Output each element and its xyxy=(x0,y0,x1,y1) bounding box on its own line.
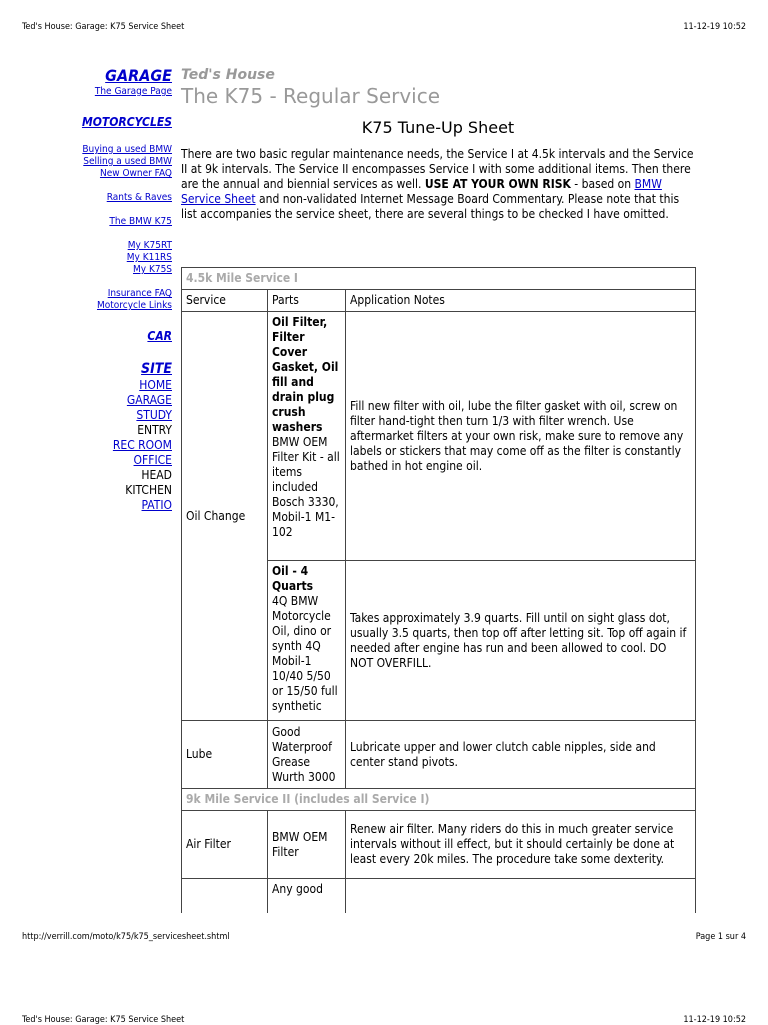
parts-oil-filter-plain: BMW OEM Filter Kit - all items included Bosch 3330, Mobil-1 M1-102 xyxy=(272,435,340,539)
sidebar-nav-head: HEAD xyxy=(141,468,172,482)
sidebar-nav-garage[interactable]: GARAGE xyxy=(126,393,172,407)
sidebar-nav-patio[interactable]: PATIO xyxy=(141,498,172,512)
notes-oil-filter: Fill new filter with oil, lube the filter gasket with oil, screw on filter hand-tight then turn 1/3 with filter wrench. Use aftermarket filters at your own risk, make sure to remove any labels or stickers that may come off as the filter is constantly bathed in hot engine oil. xyxy=(346,312,696,561)
sidebar-link-owner-faq[interactable]: New Owner FAQ xyxy=(99,168,172,179)
sheet-title: K75 Tune-Up Sheet xyxy=(361,118,515,137)
print-footer-page: Page 1 sur 4 xyxy=(695,932,746,942)
sidebar-link-k75rt[interactable]: My K75RT xyxy=(127,240,172,251)
column-header-notes: Application Notes xyxy=(346,290,696,312)
print-header-title: Ted's House: Garage: K75 Service Sheet xyxy=(22,22,185,32)
column-header-parts: Parts xyxy=(268,290,346,312)
sidebar-link-moto-links[interactable]: Motorcycle Links xyxy=(97,300,172,311)
notes-lube: Lubricate upper and lower clutch cable nipples, side and center stand pivots. xyxy=(346,721,696,789)
intro-paragraph xyxy=(181,147,695,222)
sidebar-nav-kitchen: KITCHEN xyxy=(125,483,172,497)
parts-oil-bold: Oil - 4 Quarts xyxy=(272,564,314,593)
print-footer-url: http://verrill.com/moto/k75/k75_servicesheet.shtml xyxy=(22,932,230,942)
notes-oil: Takes approximately 3.9 quarts. Fill until on sight glass dot, usually 3.5 quarts, then top off after letting sit. Top off again if needed after engine has run and been allowed to cool. DO NOT OVERFILL. xyxy=(346,561,696,721)
sidebar-nav-office[interactable]: OFFICE xyxy=(133,453,172,467)
sidebar-link-insurance[interactable]: Insurance FAQ xyxy=(107,288,172,299)
main-content xyxy=(181,66,695,222)
service-lube: Lube xyxy=(182,721,268,789)
intro-text-2: - based on xyxy=(570,177,635,191)
print-header-datetime: 11-12-19 10:52 xyxy=(683,22,746,32)
section-header-service-1: 4.5k Mile Service I xyxy=(182,268,696,290)
parts-next: Any good xyxy=(268,879,346,914)
bmw-service-sheet-link[interactable]: BMW Service Sheet xyxy=(181,177,662,206)
page-title: The K75 - Regular Service xyxy=(181,84,441,108)
sidebar-link-buying[interactable]: Buying a used BMW xyxy=(82,144,172,155)
sidebar-nav-home[interactable]: HOME xyxy=(139,378,172,392)
service-next xyxy=(182,879,268,914)
sidebar-link-bmw-k75[interactable]: The BMW K75 xyxy=(109,216,172,227)
print-header-next-datetime: 11-12-19 10:52 xyxy=(683,1015,746,1025)
sidebar-nav-entry: ENTRY xyxy=(137,423,172,437)
service-table xyxy=(181,267,696,913)
sidebar-motorcycles-heading[interactable]: MOTORCYCLES xyxy=(81,115,172,129)
print-header-next-title: Ted's House: Garage: K75 Service Sheet xyxy=(22,1015,185,1025)
parts-lube: Good Waterproof Grease Wurth 3000 xyxy=(268,721,346,789)
site-name: Ted's House xyxy=(181,67,275,83)
parts-oil-filter xyxy=(268,312,346,561)
parts-oil-filter-bold: Oil Filter, Filter Cover Gasket, Oil fill and drain plug crush washers xyxy=(272,315,339,434)
print-footer xyxy=(22,932,746,942)
sidebar-link-selling[interactable]: Selling a used BMW xyxy=(83,156,172,167)
parts-air-filter: BMW OEM Filter xyxy=(268,811,346,879)
column-header-service: Service xyxy=(182,290,268,312)
sidebar-link-k75s[interactable]: My K75S xyxy=(133,264,172,275)
intro-text-1: There are two basic regular maintenance needs, the Service I at 4.5k intervals and the Service II at 9k intervals. The Service II encompasses Service I with some additional items. Then there are the annual and biennial services as well. xyxy=(181,147,694,191)
sidebar-link-rants[interactable]: Rants & Raves xyxy=(106,192,172,203)
sidebar-site-heading: SITE xyxy=(141,361,172,377)
service-oil-change: Oil Change xyxy=(182,312,268,721)
intro-warning: USE AT YOUR OWN RISK xyxy=(424,177,571,191)
sidebar-nav-rec-room[interactable]: REC ROOM xyxy=(112,438,172,452)
sidebar xyxy=(60,66,172,513)
sidebar-car-heading[interactable]: CAR xyxy=(147,329,172,343)
service-air-filter: Air Filter xyxy=(182,811,268,879)
sidebar-garage-heading[interactable]: GARAGE xyxy=(105,66,172,85)
parts-oil-plain: 4Q BMW Motorcycle Oil, dino or synth 4Q Mobil-1 10/40 5/50 or 15/50 full synthetic xyxy=(272,594,338,713)
intro-text-3: and non-validated Internet Message Board Commentary. Please note that this list accompanies the service sheet, there are several things to be checked I have omitted. xyxy=(181,192,680,221)
notes-air-filter: Renew air filter. Many riders do this in much greater service intervals without ill effect, but it should certainly be done at least every 20k miles. The procedure take some dexterity. xyxy=(346,811,696,879)
parts-oil xyxy=(268,561,346,721)
section-header-service-2: 9k Mile Service II (includes all Service I) xyxy=(182,789,696,811)
sidebar-link-k11rs[interactable]: My K11RS xyxy=(126,252,172,263)
notes-next xyxy=(346,879,696,914)
sidebar-nav-study[interactable]: STUDY xyxy=(136,408,172,422)
sidebar-link-garage-page[interactable]: The Garage Page xyxy=(94,86,172,97)
